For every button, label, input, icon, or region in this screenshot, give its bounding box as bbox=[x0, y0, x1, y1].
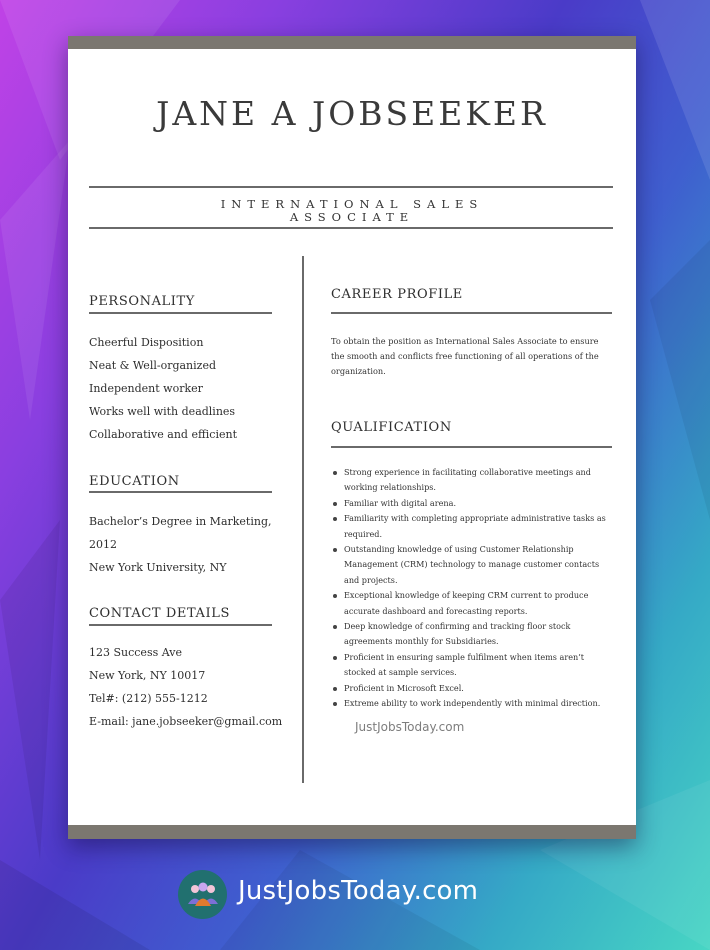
qualification-item: Deep knowledge of confirming and tracking floor stock agreements monthly for Subsidiaries. bbox=[331, 619, 613, 650]
qualification-item: Strong experience in facilitating collaborative meetings and working relationships. bbox=[331, 465, 613, 496]
candidate-name: JANE A JOBSEEKER bbox=[156, 94, 548, 133]
qualification-item: Familiar with digital arena. bbox=[331, 496, 613, 511]
contact-phone: Tel#: (212) 555-1212 bbox=[89, 692, 208, 705]
career-profile-rule bbox=[331, 312, 612, 314]
personality-list bbox=[89, 331, 237, 446]
column-divider bbox=[302, 256, 304, 783]
people-group-icon[interactable] bbox=[178, 870, 227, 919]
personality-item: Neat & Well-organized bbox=[89, 359, 216, 372]
qualification-list bbox=[331, 465, 613, 712]
title-rule-bottom bbox=[89, 227, 613, 229]
title-rule-top bbox=[89, 186, 613, 188]
personality-item: Collaborative and efficient bbox=[89, 428, 237, 441]
qualification-item: Extreme ability to work independently with minimal direction. bbox=[331, 696, 613, 711]
contact-list bbox=[89, 641, 282, 733]
bottom-band bbox=[68, 825, 636, 839]
education-list bbox=[89, 510, 272, 579]
education-line: Bachelor’s Degree in Marketing, bbox=[89, 515, 272, 528]
education-rule bbox=[89, 491, 272, 493]
contact-rule bbox=[89, 624, 272, 626]
top-band bbox=[68, 36, 636, 49]
personality-rule bbox=[89, 312, 272, 314]
personality-item: Cheerful Disposition bbox=[89, 336, 204, 349]
watermark-text: JustJobsToday.com bbox=[355, 720, 465, 734]
job-title: INTERNATIONAL SALES ASSOCIATE bbox=[220, 197, 484, 224]
contact-heading: CONTACT DETAILS bbox=[89, 606, 231, 621]
contact-address: 123 Success Ave bbox=[89, 646, 182, 659]
education-line: New York University, NY bbox=[89, 561, 227, 574]
career-profile-heading: CAREER PROFILE bbox=[331, 287, 463, 302]
education-line: 2012 bbox=[89, 538, 117, 551]
qualification-item: Exceptional knowledge of keeping CRM current to produce accurate dashboard and forecasting reports. bbox=[331, 588, 613, 619]
qualification-rule bbox=[331, 446, 612, 448]
footer-brand[interactable]: JustJobsToday.com bbox=[238, 876, 479, 906]
qualification-item: Proficient in ensuring sample fulfilment when items aren’t stocked at sample services. bbox=[331, 650, 613, 681]
qualification-item: Familiarity with completing appropriate administrative tasks as required. bbox=[331, 511, 613, 542]
resume-page bbox=[68, 36, 636, 839]
education-heading: EDUCATION bbox=[89, 474, 180, 489]
contact-email: E-mail: jane.jobseeker@gmail.com bbox=[89, 715, 283, 728]
qualification-heading: QUALIFICATION bbox=[331, 420, 452, 435]
personality-heading: PERSONALITY bbox=[89, 294, 195, 309]
career-profile-text: To obtain the position as International Sales Associate to ensure the smooth and conflicts free functioning of all operations of the organization. bbox=[331, 336, 599, 376]
qualification-item: Outstanding knowledge of using Customer Relationship Management (CRM) technology to manage customer contacts and projects. bbox=[331, 542, 613, 588]
personality-item: Independent worker bbox=[89, 382, 203, 395]
contact-city: New York, NY 10017 bbox=[89, 669, 206, 682]
personality-item: Works well with deadlines bbox=[89, 405, 236, 418]
qualification-item: Proficient in Microsoft Excel. bbox=[331, 681, 613, 696]
